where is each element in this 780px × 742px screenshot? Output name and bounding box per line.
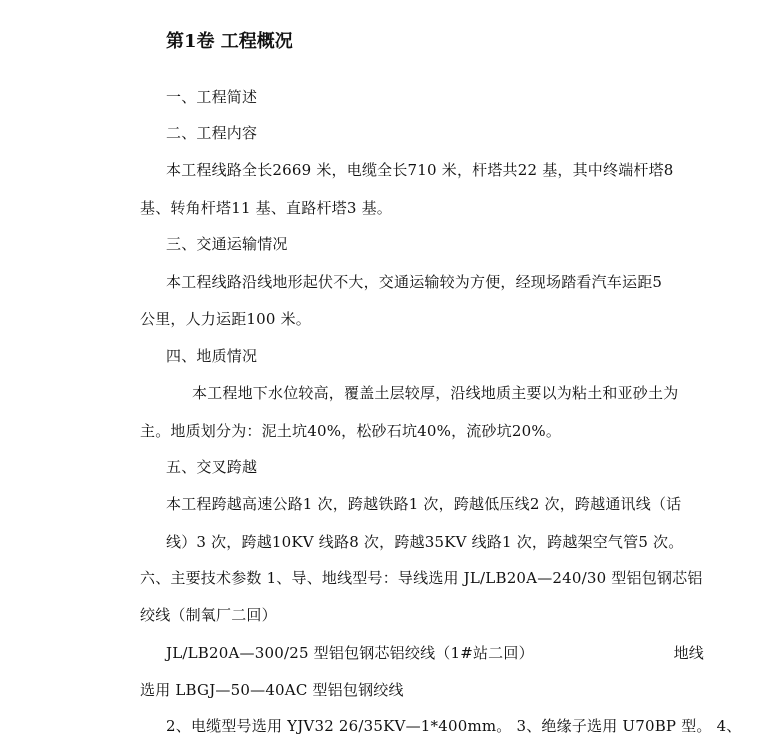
section-heading-geology: 四、地质情况 [166, 347, 258, 365]
paragraph-line: 本工程线路沿线地形起伏不大，交通运输较为方便，经现场踏看汽车运距5 [166, 273, 663, 291]
paragraph-line: 本工程线路全长2669 米，电缆全长710 米，杆塔共22 基，其中终端杆塔8 [166, 161, 674, 179]
paragraph-line: 本工程跨越高速公路1 次，跨越铁路1 次，跨越低压线2 次，跨越通讯线（话 [166, 495, 682, 513]
section-heading-parameters: 六、主要技术参数 1、导、地线型号：导线选用 JL/LB20A—240/30 型铝包钢芯铝 [140, 569, 703, 587]
section-heading-crossing: 五、交叉跨越 [166, 458, 258, 476]
right-aligned-word: 地线 [673, 644, 704, 662]
paragraph-line: 线）3 次，跨越10KV 线路8 次，跨越35KV 线路1 次，跨越架空气管5 次。 [166, 533, 684, 551]
section-heading-overview: 一、工程简述 [166, 88, 258, 106]
paragraph-line: 主。地质划分为：泥土坑40%，松砂石坑40%，流砂坑20%。 [140, 422, 562, 440]
paragraph-line: 公里，人力运距100 米。 [140, 310, 311, 328]
paragraph-line: 本工程地下水位较高，覆盖土层较厚，沿线地质主要以为粘土和亚砂土为 [192, 384, 679, 402]
paragraph-line: 选用 LBGJ—50—40AC 型铝包钢绞线 [140, 681, 404, 699]
paragraph-line-with-right-word [166, 643, 780, 663]
paragraph-line: 2、电缆型号选用 YJV32 26/35KV—1*400mm。 3、绝缘子选用 U70BP 型。 4、 [166, 717, 742, 735]
paragraph-line: 基、转角杆塔11 基、直路杆塔3 基。 [140, 199, 392, 217]
paragraph-line-text: JL/LB20A—300/25 型铝包钢芯铝绞线（1#站二回） [166, 644, 534, 662]
section-heading-transport: 三、交通运输情况 [166, 235, 288, 253]
chapter-title: 第1卷 工程概况 [166, 31, 293, 52]
section-heading-content: 二、工程内容 [166, 124, 258, 142]
paragraph-line: 绞线（制氧厂二回） [140, 606, 277, 624]
